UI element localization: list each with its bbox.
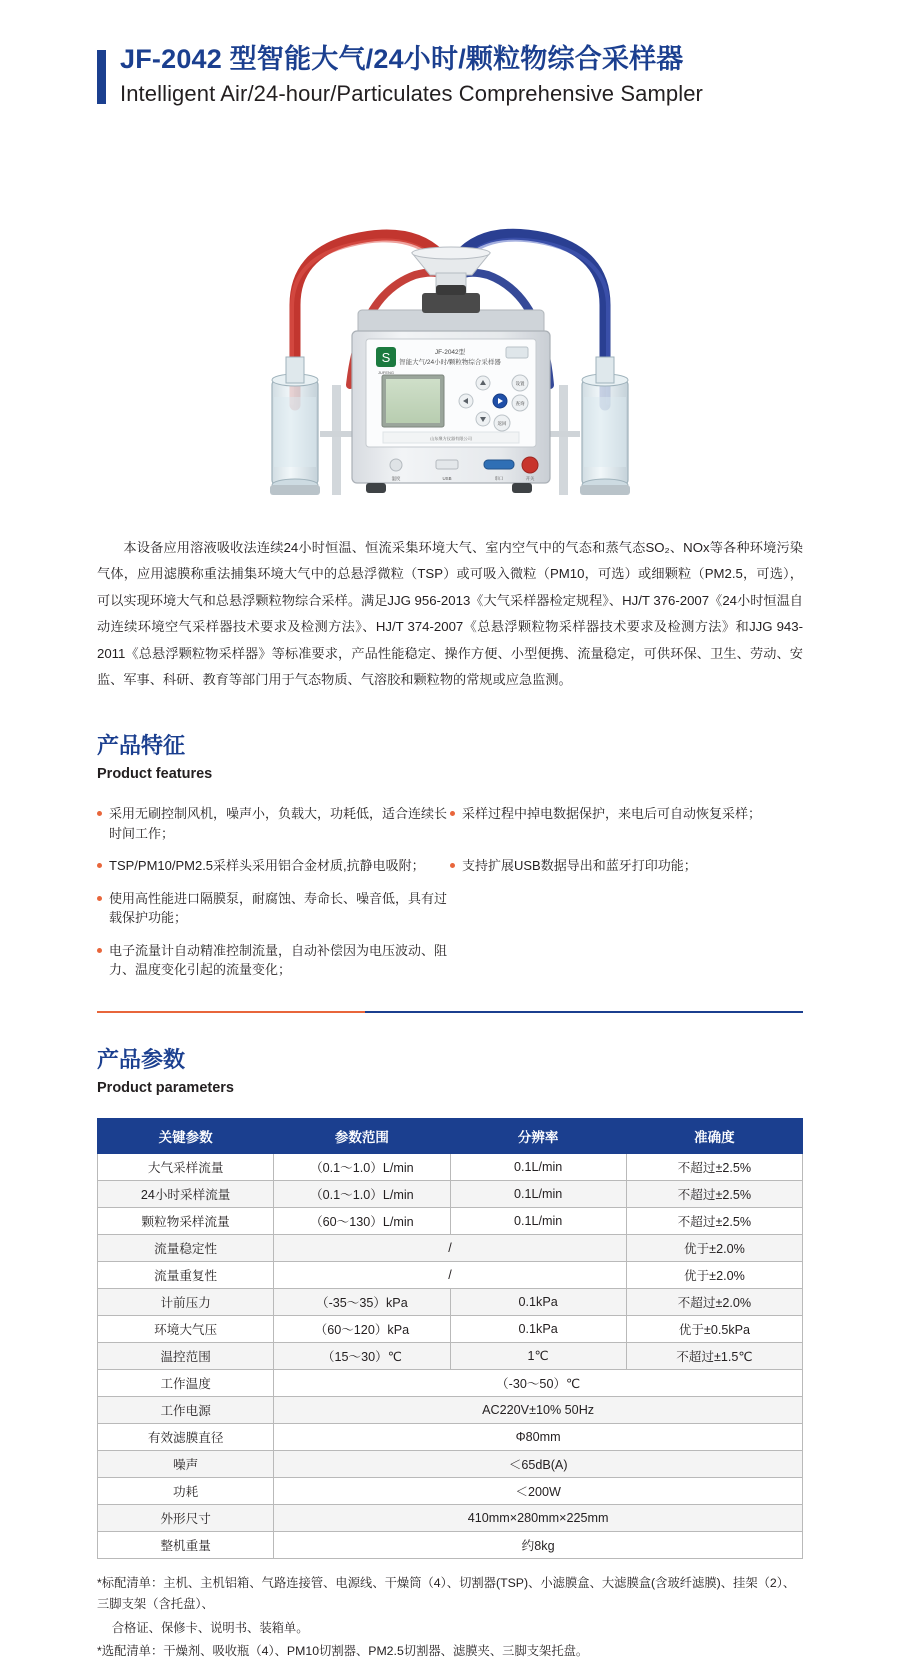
header-text-block xyxy=(120,46,703,105)
row-cell: / xyxy=(274,1261,627,1288)
row-cell: （15～30）℃ xyxy=(274,1342,450,1369)
row-cell: 不超过±2.5% xyxy=(626,1153,802,1180)
row-cell: AC220V±10% 50Hz xyxy=(274,1396,803,1423)
feature-text: TSP/PM10/PM2.5采样头采用铝合金材质,抗静电吸附； xyxy=(109,858,425,874)
svg-text:JF-2042型: JF-2042型 xyxy=(434,349,466,356)
feature-text: 采用无刷控制风机，噪声小，负载大，功耗低，适合连续长时间工作； xyxy=(109,806,448,841)
row-cell: 约8kg xyxy=(274,1531,803,1558)
row-cell: 0.1L/min xyxy=(450,1207,626,1234)
feature-item xyxy=(97,941,450,980)
row-cell: 1℃ xyxy=(450,1342,626,1369)
row-cell: / xyxy=(274,1234,627,1261)
row-label: 颗粒物采样流量 xyxy=(98,1207,274,1234)
features-section xyxy=(97,729,803,993)
page-title-cn: JF-2042 型智能大气/24小时/颗粒物综合采样器 xyxy=(120,44,684,74)
svg-text:开关: 开关 xyxy=(525,476,535,481)
feature-text: 使用高性能进口隔膜泵，耐腐蚀、寿命长、噪音低，具有过载保护功能； xyxy=(109,890,448,926)
row-cell: （-35～35）kPa xyxy=(274,1288,450,1315)
feature-item xyxy=(97,804,450,843)
row-label: 计前压力 xyxy=(98,1288,274,1315)
svg-text:智能大气/24小时/颗粒物综合采样器: 智能大气/24小时/颗粒物综合采样器 xyxy=(399,359,501,366)
row-label: 大气采样流量 xyxy=(98,1153,274,1180)
svg-text:JUFENG: JUFENG xyxy=(378,370,394,375)
row-label: 外形尺寸 xyxy=(98,1504,274,1531)
product-photo xyxy=(0,125,900,525)
column-header-resolution: 分辨率 xyxy=(450,1118,626,1153)
features-heading-cn: 产品特征 xyxy=(97,733,186,759)
row-cell: 410mm×280mm×225mm xyxy=(274,1504,803,1531)
svg-text:USB: USB xyxy=(442,476,452,481)
row-cell: ＜200W xyxy=(274,1477,803,1504)
standard-list-note-cont: 合格证、保修卡、说明书、装箱单。 xyxy=(111,1620,309,1635)
feature-text: 支持扩展USB数据导出和蓝牙打印功能； xyxy=(462,858,697,874)
bullet-dot-icon xyxy=(450,863,455,868)
svg-text:设置: 设置 xyxy=(515,381,525,386)
parameters-table xyxy=(97,1118,803,1559)
table-row xyxy=(98,1315,803,1342)
row-cell: 0.1kPa xyxy=(450,1315,626,1342)
row-cell: 优于±2.0% xyxy=(626,1234,802,1261)
section-divider xyxy=(97,1011,803,1013)
row-label: 环境大气压 xyxy=(98,1315,274,1342)
sampler-illustration xyxy=(200,135,700,525)
svg-text:S: S xyxy=(381,350,391,365)
bullet-dot-icon xyxy=(97,948,102,953)
row-cell: （0.1～1.0）L/min xyxy=(274,1180,450,1207)
row-cell: ＜65dB(A) xyxy=(274,1450,803,1477)
table-row xyxy=(98,1423,803,1450)
svg-text:串口: 串口 xyxy=(494,476,504,481)
feature-item xyxy=(450,804,803,843)
parameters-heading-en: Product parameters xyxy=(97,1079,234,1096)
table-row xyxy=(98,1261,803,1288)
row-cell: 不超过±2.5% xyxy=(626,1207,802,1234)
feature-item xyxy=(97,889,450,928)
table-row xyxy=(98,1234,803,1261)
row-cell: Φ80mm xyxy=(274,1423,803,1450)
row-label: 工作电源 xyxy=(98,1396,274,1423)
table-row xyxy=(98,1207,803,1234)
standard-list-note xyxy=(97,1573,803,1616)
feature-item xyxy=(450,856,803,876)
column-header-key: 关键参数 xyxy=(98,1118,274,1153)
features-heading-en: Product features xyxy=(97,766,213,783)
table-row xyxy=(98,1504,803,1531)
svg-text:山东聚方仪器有限公司: 山东聚方仪器有限公司 xyxy=(430,436,472,441)
row-cell: （0.1～1.0）L/min xyxy=(274,1153,450,1180)
features-list xyxy=(97,804,803,993)
row-cell: 不超过±2.0% xyxy=(626,1288,802,1315)
table-row xyxy=(98,1153,803,1180)
bullet-dot-icon xyxy=(450,811,455,816)
svg-text:温度: 温度 xyxy=(391,476,401,481)
table-row xyxy=(98,1342,803,1369)
row-cell: 0.1L/min xyxy=(450,1153,626,1180)
row-cell: 优于±2.0% xyxy=(626,1261,802,1288)
row-cell: 0.1kPa xyxy=(450,1288,626,1315)
intro-paragraph: 本设备应用溶液吸收法连续24小时恒温、恒流采集环境大气、室内空气中的气态和蒸气态SO₂、NOx等各种环境污染气体，应用滤膜称重法捕集环境大气中的总悬浮微粒（TSP）或可吸入微粒（PM10，可选）或细颗粒（PM2.5，可选），可以实现环境大气和总悬浮颗粒物综合采样。满足JJG 956-2013《大气采样器检定规程》、HJ/T 376-2007《24小时恒温自动连续环境空气采样器技术要求及检测方法》、HJ/T 374-2007《总悬浮颗粒物采样器技术要求及检测方法》和JJG 943-2011《总悬浮颗粒物采样器》等标准要求，产品性能稳定、操作方便、小型便携、流量稳定，可供环保、卫生、劳动、安监、军事、科研、教育等部门用于气态物质、气溶胶和颗粒物的常规或应急监测。 xyxy=(97,540,803,688)
row-label: 24小时采样流量 xyxy=(98,1180,274,1207)
bullet-dot-icon xyxy=(97,811,102,816)
column-header-range: 参数范围 xyxy=(274,1118,450,1153)
row-label: 整机重量 xyxy=(98,1531,274,1558)
page-title-en: Intelligent Air/24-hour/Particulates Comprehensive Sampler xyxy=(120,81,703,106)
table-row xyxy=(98,1288,803,1315)
table-header-row xyxy=(98,1118,803,1153)
feature-text: 电子流量计自动精准控制流量，自动补偿因为电压波动、阻力、温度变化引起的流量变化； xyxy=(109,942,448,978)
row-label: 噪声 xyxy=(98,1450,274,1477)
row-label: 流量稳定性 xyxy=(98,1234,274,1261)
row-label: 功耗 xyxy=(98,1477,274,1504)
row-cell: （60～120）kPa xyxy=(274,1315,450,1342)
page-header xyxy=(0,0,900,105)
parameters-section xyxy=(97,1043,803,1096)
feature-item xyxy=(97,856,450,876)
standard-list-text: *标配清单：主机、主机铝箱、气路连接管、电源线、干燥筒（4）、切割器(TSP)、小滤膜盒、大滤膜盒(含玻纤滤膜)、挂架（2）、三脚支架（含托盘）、 xyxy=(97,1575,796,1612)
row-cell: 不超过±1.5℃ xyxy=(626,1342,802,1369)
row-label: 温控范围 xyxy=(98,1342,274,1369)
table-row xyxy=(98,1477,803,1504)
svg-text:查询: 查询 xyxy=(515,401,525,406)
feature-text: 采样过程中掉电数据保护，来电后可自动恢复采样； xyxy=(462,806,762,822)
row-cell: （-30～50）℃ xyxy=(274,1369,803,1396)
column-header-accuracy: 准确度 xyxy=(626,1118,802,1153)
row-cell: （60～130）L/min xyxy=(274,1207,450,1234)
optional-list-text: *选配清单：干燥剂、吸收瓶（4）、PM10切割器、PM2.5切割器、滤膜夹、三脚支架托盘。 xyxy=(97,1644,589,1659)
row-cell: 0.1L/min xyxy=(450,1180,626,1207)
table-row xyxy=(98,1180,803,1207)
table-row xyxy=(98,1396,803,1423)
table-row xyxy=(98,1450,803,1477)
svg-text:返回: 返回 xyxy=(497,421,507,426)
table-row xyxy=(98,1369,803,1396)
divider-orange-segment xyxy=(97,1011,365,1013)
bullet-dot-icon xyxy=(97,896,102,901)
bullet-dot-icon xyxy=(97,863,102,868)
table-row xyxy=(98,1531,803,1558)
notes-block xyxy=(97,1573,803,1663)
row-cell: 优于±0.5kPa xyxy=(626,1315,802,1342)
feature-item-empty xyxy=(450,889,803,928)
row-label: 有效滤膜直径 xyxy=(98,1423,274,1450)
row-cell: 不超过±2.5% xyxy=(626,1180,802,1207)
optional-list-note xyxy=(97,1641,803,1663)
row-label: 工作温度 xyxy=(98,1369,274,1396)
parameters-heading-cn: 产品参数 xyxy=(97,1046,186,1072)
row-label: 流量重复性 xyxy=(98,1261,274,1288)
header-accent-bar xyxy=(97,50,106,104)
divider-blue-segment xyxy=(365,1011,803,1013)
